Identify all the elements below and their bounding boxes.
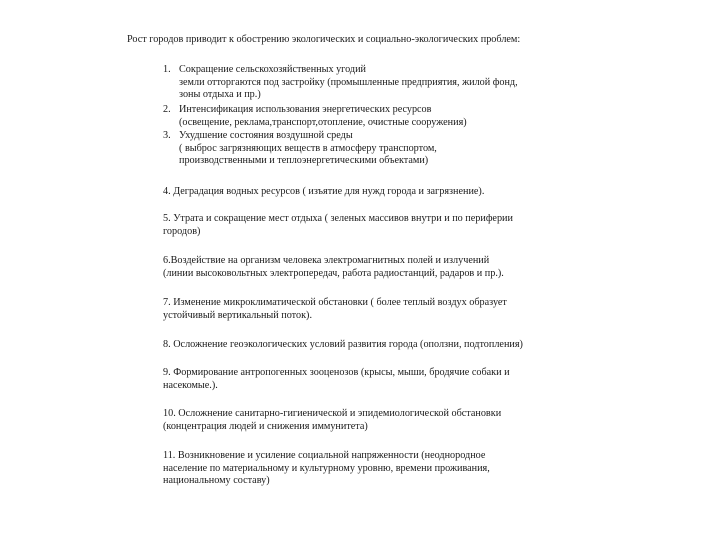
list-item-6 xyxy=(163,255,603,280)
list-item-11 xyxy=(163,450,603,488)
list-item-line: городов) xyxy=(163,225,201,237)
list-item-line: Сокращение сельскохозяйственных угодий xyxy=(179,64,366,75)
list-item-line: ( выброс загрязняющих веществ в атмосферу транспортом, xyxy=(179,142,437,154)
document-intro: Рост городов приводит к обострению экологических и социально-экологических проблем: xyxy=(127,34,521,45)
list-item-10 xyxy=(163,408,603,433)
list-item-line: 10. Осложнение санитарно-гигиенической и эпидемиологической обстановки xyxy=(163,408,502,419)
list-item-line: Интенсификация использования энергетических ресурсов xyxy=(179,104,432,115)
list-item-line: 11. Возникновение и усиление социальной напряженности (неоднородное xyxy=(163,450,486,461)
list-item-2 xyxy=(163,104,603,129)
list-item-3 xyxy=(163,130,603,168)
list-item-line: (линии высоковольтных электропередач, работа радиостанций, радаров и пр.). xyxy=(163,267,504,279)
list-item-line: 5. Утрата и сокращение мест отдыха ( зеленых массивов внутри и по периферии xyxy=(163,213,513,224)
list-item-line: 9. Формирование антропогенных зооценозов (крысы, мыши, бродячие собаки и xyxy=(163,367,510,378)
list-item-9 xyxy=(163,367,603,392)
list-item-1 xyxy=(163,64,603,102)
list-item-4 xyxy=(163,186,603,199)
list-item-line: (концентрация людей и снижения иммунитета) xyxy=(163,420,368,432)
list-item-line: (освещение, реклама,транспорт,отопление, очистные сооружения) xyxy=(179,116,467,128)
list-item-8 xyxy=(163,339,603,352)
list-item-line: 6.Воздействие на организм человека электромагнитных полей и излучений xyxy=(163,255,490,266)
list-item-5 xyxy=(163,213,603,238)
list-item-line: насекомые.). xyxy=(163,379,218,391)
list-item-line: производственными и теплоэнергетическими объектами) xyxy=(179,155,429,167)
list-item-line: земли отторгаются под застройку (промышленные предприятия, жилой фонд, xyxy=(179,76,518,88)
list-item-line: 4. Деградация водных ресурсов ( изъятие для нужд города и загрязнение). xyxy=(163,186,485,197)
list-item-number: 1. xyxy=(163,64,171,75)
list-item-line: 7. Изменение микроклиматической обстановки ( более теплый воздух образует xyxy=(163,297,507,308)
list-item-number: 3. xyxy=(163,130,171,141)
list-item-line: население по материальному и культурному уровню, времени проживания, xyxy=(163,462,490,474)
list-item-line: зоны отдыха и пр.) xyxy=(179,89,261,101)
list-item-line: национальному составу) xyxy=(163,475,270,487)
list-item-line: устойчивый вертикальный поток). xyxy=(163,309,312,321)
list-item-7 xyxy=(163,297,603,322)
list-item-line: Ухудшение состояния воздушной среды xyxy=(179,130,353,141)
list-item-number: 2. xyxy=(163,104,171,115)
list-item-line: 8. Осложнение геоэкологических условий развития города (оползни, подтопления) xyxy=(163,339,523,350)
